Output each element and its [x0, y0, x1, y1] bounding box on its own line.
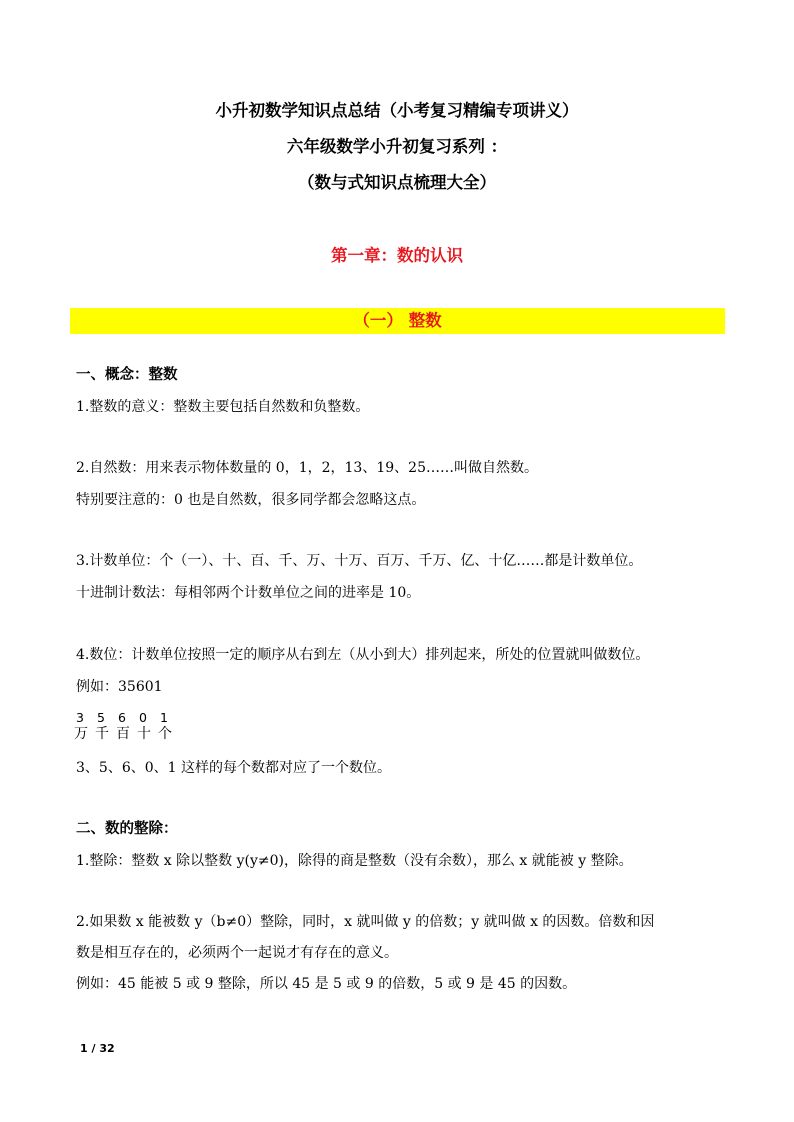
paragraph-example: 例如：35601	[76, 679, 163, 695]
paragraph-counting-units: 3.计数单位：个（一）、十、百、千、万、十万、百万、千万、亿、十亿……都是计数单位。	[76, 553, 643, 569]
paragraph-integer-meaning: 1.整数的意义：整数主要包括自然数和负整数。	[76, 399, 370, 415]
chapter-title: 第一章：数的认识	[331, 246, 463, 265]
paragraph-example-45: 例如：45 能被 5 或 9 整除，所以 45 是 5 或 9 的倍数，5 或 9 是 45 的因数。	[76, 976, 577, 992]
paragraph-multiples-factors: 2.如果数 x 能被数 y（b≠0）整除，同时，x 就叫做 y 的倍数；y 就叫做 x 的因数。倍数和因	[76, 914, 655, 930]
paragraph-zero-note: 特别要注意的：0 也是自然数，很多同学都会忽略这点。	[76, 492, 426, 508]
title-line-3: （数与式知识点梳理大全）	[298, 173, 496, 192]
part1-heading: 一、概念：整数	[76, 366, 178, 383]
paragraph-digit-place: 4.数位：计数单位按照一定的顺序从右到左（从小到大）排列起来，所处的位置就叫做数位。	[76, 647, 650, 663]
unit-label: 个	[158, 726, 172, 742]
paragraph-divisibility: 1.整除：整数 x 除以整数 y(y≠0)，除得的商是整数（没有余数），那么 x 就能被 y 整除。	[76, 853, 633, 869]
digit: 1	[160, 710, 168, 725]
digit: 0	[139, 710, 147, 725]
paragraph-natural-numbers: 2.自然数：用来表示物体数量的 0，1，2，13、19、25……叫做自然数。	[76, 460, 538, 476]
paragraph-multiples-factors-cont: 数是相互存在的，必须两个一起说才有存在的意义。	[76, 945, 398, 961]
digit: 5	[97, 710, 105, 725]
page-indicator: 1 / 32	[80, 1042, 115, 1055]
place-value-units	[74, 725, 179, 743]
section-title: （一） 整数	[353, 311, 442, 330]
paragraph-digit-correspondence: 3、5、6、0、1 这样的每个数都对应了一个数位。	[76, 760, 391, 776]
paragraph-decimal-system: 十进制计数法：每相邻两个计数单位之间的进率是 10。	[76, 585, 421, 601]
title-line-2: 六年级数学小升初复习系列 ：	[286, 137, 508, 156]
digit: 3	[76, 710, 84, 725]
unit-label: 千	[95, 726, 109, 742]
unit-label: 十	[137, 726, 151, 742]
title-line-1: 小升初数学知识点总结（小考复习精编专项讲义）	[215, 101, 579, 120]
part2-heading: 二、数的整除：	[76, 820, 178, 837]
section-title-bar	[70, 308, 725, 334]
digit: 6	[118, 710, 126, 725]
unit-label: 万	[74, 726, 88, 742]
document-header	[0, 93, 794, 201]
unit-label: 百	[116, 726, 130, 742]
